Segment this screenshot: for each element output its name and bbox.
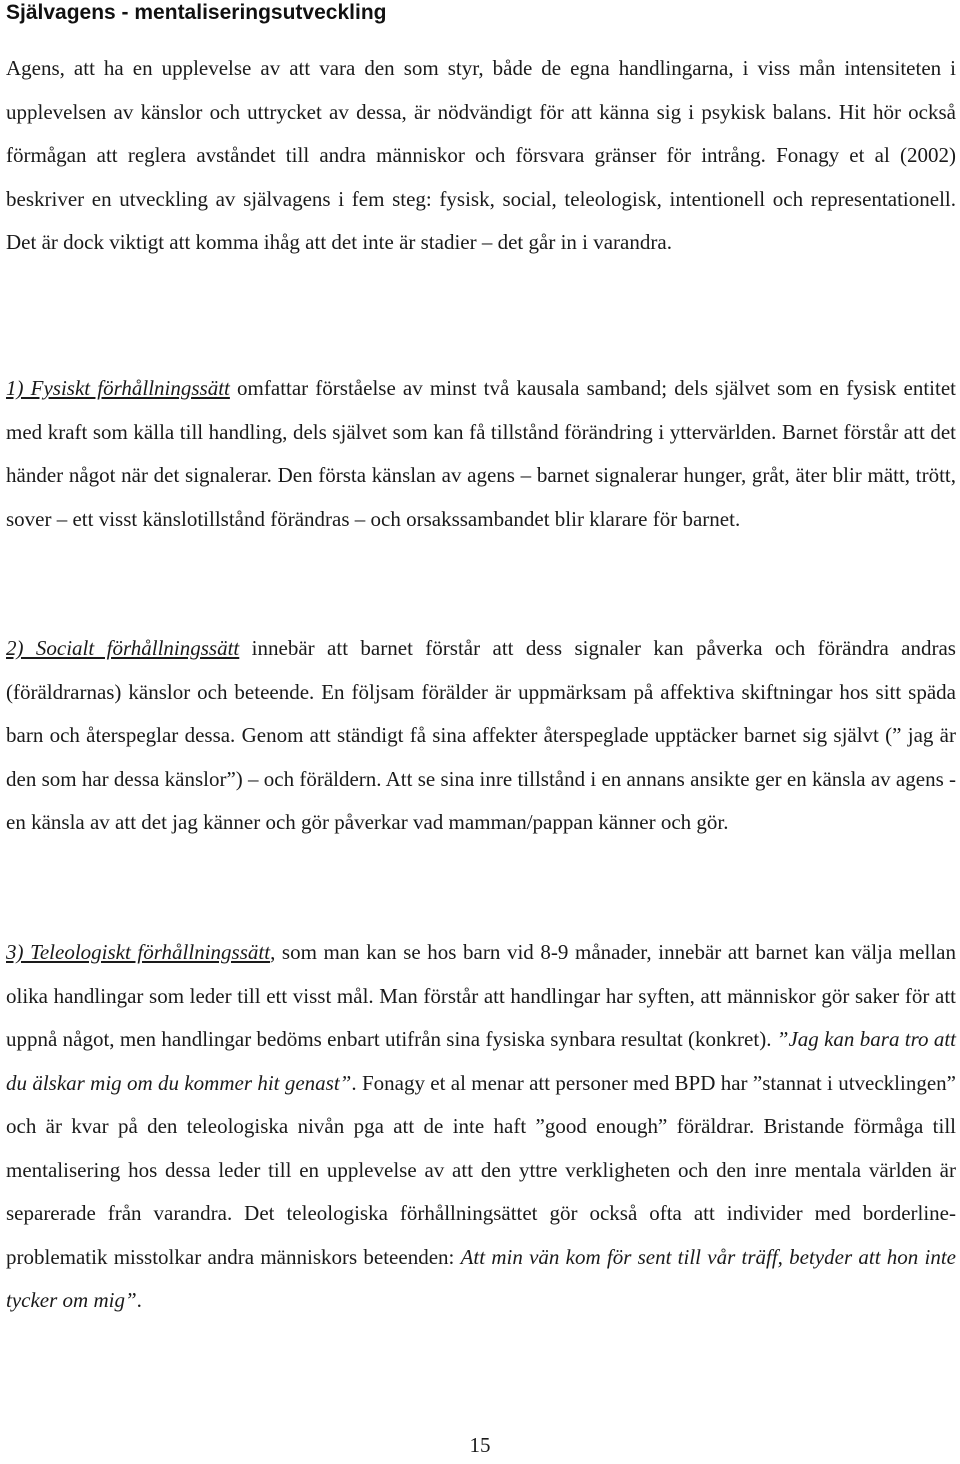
paragraph-physical-stance-text: omfattar förståelse av minst två kausala samband; dels självet som en fysisk entitet med kraft som källa till handling, dels självet som kan få tillstånd förändring i yttervärlden. Barnet förstår att det händer något när det signalerar. Den första känslan av agens – barnet signalerar hunger, gråt, äter blir mätt, trött, sover – ett visst känslotillstånd förändras – och orsakssambandet blir klarare för barnet. xyxy=(6,376,957,531)
term-teleological-stance: 3) Teleologiskt förhållningssätt xyxy=(6,940,271,964)
term-physical-stance: 1) Fysiskt förhållningssätt xyxy=(6,376,230,400)
paragraph-social-stance-text: innebär att barnet förstår att dess signaler kan påverka och förändra andras (föräldrarnas) känslor och beteende. En följsam förälder är uppmärksam på affektiva skiftningar hos sitt späda barn och återspeglar dessa. Genom att ständigt få sina affekter återspeglade upptäcker barnet sig självt (” jag är den som har dessa känslor”) – och föräldern. Att se sina inre tillstånd i en annans ansikte ger en känsla av agens - en känsla av att det jag känner och gör påverkar vad mamman/pappan känner och gör. xyxy=(6,636,956,834)
paragraph-teleological-text-c: . xyxy=(136,1288,142,1312)
section-heading: Självagens - mentaliseringsutveckling xyxy=(6,1,387,24)
quote-come-here-at-once: ”Jag kan bara tro att du älskar mig om du kommer hit genast” xyxy=(6,1027,957,1095)
paragraph-teleological-stance xyxy=(6,931,956,1323)
paragraph-teleological-text-b: . Fonagy et al menar att personer med BPD har ”stannat i utvecklingen” och är kvar på den teleologiska nivån pga att de inte haft ”good enough” föräldrar. Bristande förmåga till mentalisering hos dessa leder till en upplevelse av att den yttre verkligheten och den inre mentala världen är separerade från varandra. Det teleologiska förhållningsättet gör också ofta att individer med borderline-problematik misstolkar andra människors beteenden: xyxy=(6,1070,956,1269)
quote-friend-came-late: Att min vän kom för sent till vår träff, betyder att hon inte tycker om mig” xyxy=(6,1244,956,1312)
paragraph-agency-intro: Agens, att ha en upplevelse av att vara den som styr, både de egna handlingarna, i viss mån intensiteten i upplevelsen av känslor och uttrycket av dessa, är nödvändigt för att känna sig i psykisk balans. Hit hör också förmågan att reglera avståndet till andra människor och försvara gränser för intrång. Fonagy et al (2002) beskriver en utveckling av självagens i fem steg: fysisk, social, teleologisk, intentionell och representationell. Det är dock viktigt att komma ihåg att det inte är stadier – det går in i varandra. xyxy=(6,56,956,254)
term-social-stance: 2) Socialt förhållningssätt xyxy=(6,636,240,660)
paragraph-physical-stance xyxy=(6,367,956,541)
paragraph-teleological-text-a: , som man kan se hos barn vid 8-9 månader, innebär att barnet kan välja mellan olika handlingar som leder till ett visst mål. Man förstår att handlingar har syften, att människor gör saker för att uppnå något, men handlingar bedöms enbart utifrån sina fysiska synbara resultat (konkret). xyxy=(6,940,956,1051)
page-number: 15 xyxy=(469,1433,491,1457)
paragraph-social-stance xyxy=(6,627,956,845)
